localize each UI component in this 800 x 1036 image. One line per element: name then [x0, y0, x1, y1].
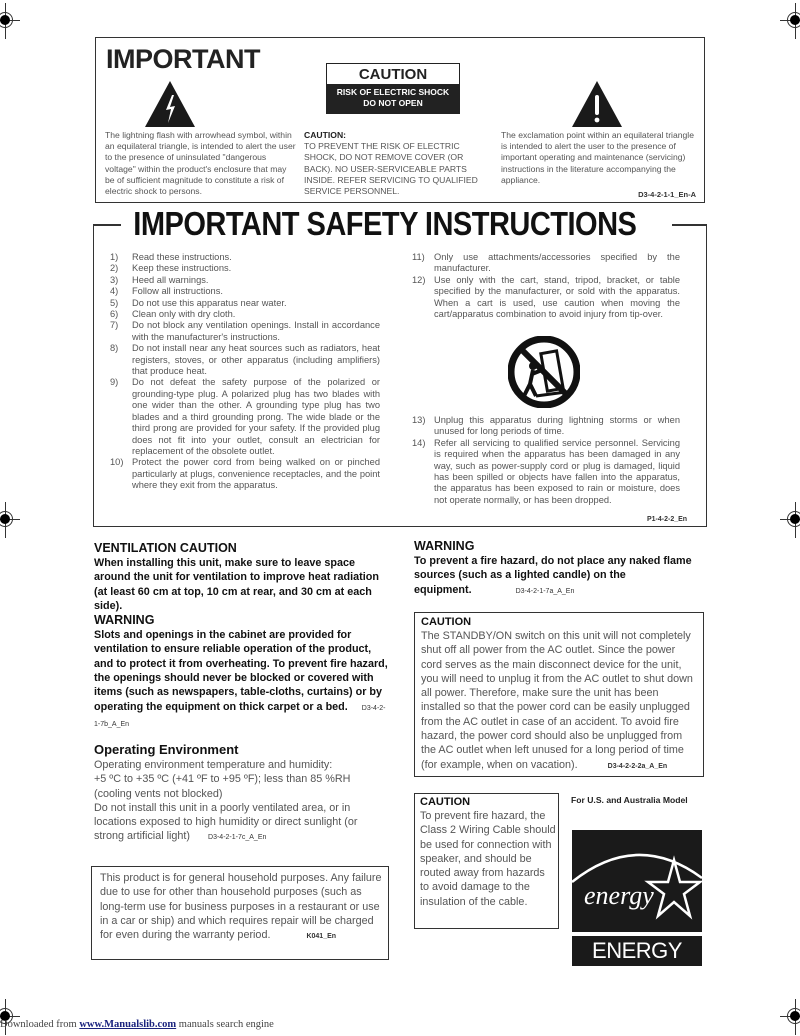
important-box [95, 37, 705, 203]
env-text: Do not install this unit in a poorly ventilated area, or in locations exposed to high humidity or direct sunlight (or strong artificial light) [94, 801, 358, 843]
operating-env-text-2: +5 ºC to +35 ºC (+41 ºF to +95 ºF); less than 85 %RH (cooling vents not blocked) [94, 773, 351, 800]
operating-env-text-1: Operating environment temperature and humidity: [94, 759, 333, 771]
ventilation-text: When installing this unit, make sure to leave space around the unit for ventilation to improve heat radiation (at least 60 cm at top, 10 cm at rear, and 30 cm at each side). [94, 557, 379, 612]
svg-text:energy: energy [584, 881, 654, 910]
ventilation-heading: VENTILATION CAUTION [94, 541, 237, 555]
ventilation-section [94, 541, 388, 732]
footer [0, 1019, 274, 1030]
item-text: Only use attachments/accessories specified by the manufacturer. [434, 252, 680, 274]
cable-caution-heading: CAUTION [420, 796, 471, 808]
standby-caution-code: D3-4-2-2-2a_A_En [607, 762, 668, 770]
standby-caution-text-container [421, 629, 699, 774]
household-text-container [100, 871, 382, 944]
item-text: Do not install near any heat sources such as radiators, heat registers, stoves, or other apparatus (including amplifiers) that produce heat. [132, 343, 380, 377]
item-number: 13) [412, 415, 426, 425]
item-text: Use only with the cart, stand, tripod, bracket, or table specified by the manufacturer, or sold with the apparatus. When a cart is used, use caution when moving the cart/apparatus combination to avoid injury from tip-over. [434, 274, 680, 320]
model-note: For U.S. and Australia Model [571, 795, 688, 805]
caution-label-line2: DO NOT OPEN [363, 98, 423, 108]
list-item [110, 343, 380, 377]
list-item [110, 263, 380, 274]
center-caution-heading: CAUTION: [304, 130, 347, 140]
item-text: Follow all instructions. [132, 286, 223, 297]
fire-warning-text: To prevent a fire hazard, do not place any naked flame sources (such as a lighted candle) on the equipment. [414, 555, 692, 596]
item-number: 5) [110, 297, 119, 308]
item-text: Do not use this apparatus near water. [132, 297, 287, 308]
operating-environment-section [94, 742, 388, 846]
cable-caution-box [414, 793, 559, 929]
lightning-triangle-icon [144, 80, 196, 128]
list-item [110, 377, 380, 457]
list-item [110, 309, 380, 320]
standby-caution-heading: CAUTION [421, 616, 472, 628]
center-caution-text: TO PREVENT THE RISK OF ELECTRIC SHOCK, DO NOT REMOVE COVER (OR BACK). NO USER-SERVICEABLE PARTS INSIDE. REFER SERVICING TO QUALIFIED SERVICE PERSONNEL. [304, 141, 478, 197]
exclamation-triangle-icon [571, 80, 623, 128]
cart-tip-over-warning-icon [508, 336, 580, 408]
safety-list-left [110, 252, 380, 492]
cable-caution-content [420, 796, 556, 909]
list-item [110, 275, 380, 286]
fire-warning-section [414, 539, 704, 599]
important-title: IMPORTANT [106, 44, 260, 74]
list-item [110, 457, 380, 491]
operating-environment-heading: Operating Environment [94, 742, 239, 757]
ventilation-code: D3-4-2-1-7b_A_En [94, 704, 386, 728]
item-number: 14) [412, 437, 426, 448]
list-item [110, 286, 380, 297]
item-number: 3) [110, 274, 119, 285]
fire-warning-heading: WARNING [414, 539, 475, 553]
item-number: 4) [110, 286, 119, 297]
energy-star-logo [572, 830, 702, 993]
household-text: This product is for general household purposes. Any failure due to use for other than household purposes (such as long-term use for business purposes in a restaurant or use in a car or ship) and which requires repair will be charged for even during the warranty period. [100, 872, 382, 942]
item-number: 2) [110, 263, 119, 274]
list-item [412, 252, 680, 275]
item-number: 11) [412, 252, 425, 262]
ventilation-warning-heading: WARNING [94, 613, 155, 628]
registration-mark-mid-left [0, 508, 16, 530]
operating-env-code: D3-4-2-1-7c_A_En [208, 834, 267, 842]
list-item [110, 320, 380, 343]
item-text: Protect the power cord from being walked on or pinched particularly at plugs, convenience receptacles, and the point where they exit from the apparatus. [132, 457, 380, 491]
divider [93, 224, 121, 226]
list-item [110, 298, 380, 309]
household-code: K041_En [306, 933, 337, 941]
safety-code: P1-4-2-2_En [647, 516, 688, 523]
item-text: Do not block any ventilation openings. Install in accordance with the manufacturer's instructions. [132, 320, 380, 342]
important-code: D3-4-2-1-1_En-A [638, 190, 696, 199]
registration-mark-mid-right [784, 508, 800, 530]
operating-env-text-3 [94, 801, 388, 846]
caution-label [326, 63, 460, 114]
item-number: 9) [110, 377, 119, 388]
cable-caution-text: To prevent fire hazard, the Class 2 Wiring Cable should be used for connection with speaker, and should be routed away from hazards to avoid damage to the insulation of the cable. [420, 810, 556, 908]
registration-mark-bottom-right [784, 1005, 800, 1027]
safety-list-right-top [412, 252, 680, 320]
item-number: 1) [110, 252, 119, 262]
item-text: Heed all warnings. [132, 274, 209, 285]
standby-caution-content [421, 616, 699, 774]
divider [672, 224, 706, 226]
item-text: Do not defeat the safety purpose of the polarized or grounding-type plug. A polarized plug has two blades with one wider than the other. A grounding type plug has two blades and a third grounding prong. The wide blade or the third prong are provided for your safety. If the provided plug does not fit into your outlet, consult an electrician for replacement of the obsolete outlet. [132, 377, 380, 456]
ventilation-warning-text [94, 628, 388, 732]
item-number: 8) [110, 343, 119, 354]
standby-caution-text: The STANDBY/ON switch on this unit will not completely shut off all power from the AC outlet. Since the power cord serves as the main disconnect device for the unit, you will need to unplug it from the AC outlet to shut down all power. Therefore, make sure the unit has been installed so that the power cord can be easily unplugged from the AC outlet in case of an accident. To avoid fire hazard, the power cord should also be unplugged from the AC outlet when left unused for a long period of time (for example, when on vacation). [421, 630, 693, 771]
energy-star-label: ENERGY STAR [572, 936, 702, 966]
caution-label-title: CAUTION [358, 66, 428, 83]
item-text: Keep these instructions. [132, 263, 232, 274]
safety-title: IMPORTANT SAFETY INSTRUCTIONS [128, 205, 642, 243]
list-item [412, 415, 680, 438]
footer-prefix: Downloaded from [0, 1019, 80, 1030]
energy-star-icon [572, 830, 702, 932]
list-item [412, 438, 680, 506]
exclamation-description: The exclamation point within an equilateral triangle is intended to alert the user to the presence of important operating and maintenance (servicing) instructions in the literature accompanying the appliance. [501, 130, 694, 185]
item-number: 10) [110, 457, 124, 468]
caution-label-line1: RISK OF ELECTRIC SHOCK [336, 87, 450, 97]
item-text: Read these instructions. [132, 252, 232, 262]
footer-suffix: manuals search engine [176, 1019, 274, 1030]
warning-text: Slots and openings in the cabinet are provided for ventilation to ensure reliable operation of the product, and to protect it from overheating. To prevent fire hazard, the openings should never be blocked or covered with items (such as newspapers, table-cloths, curtains) or by operating the equipment on thick carpet or a bed. [94, 629, 388, 713]
standby-caution-box [414, 612, 704, 777]
manualslib-link[interactable]: www.Manualslib.com [79, 1019, 177, 1030]
item-text: Refer all servicing to qualified service personnel. Servicing is required when the apparatus has been damaged in any way, such as power-supply cord or plug is damaged, liquid has been spilled or objects have fallen into the apparatus, the apparatus has been exposed to rain or moisture, does not operate normally, or has been dropped. [434, 437, 680, 505]
list-item [110, 252, 380, 263]
item-number: 12) [412, 274, 426, 285]
fire-warning-text-container [414, 554, 704, 599]
registration-mark-top-left [0, 9, 16, 31]
item-text: Unplug this apparatus during lightning storms or when unused for long periods of time. [434, 415, 680, 437]
list-item [412, 275, 680, 321]
item-number: 7) [110, 320, 119, 331]
household-purposes-box [91, 866, 389, 960]
fire-warning-code: D3-4-2-1-7a_A_En [515, 587, 575, 595]
item-number: 6) [110, 309, 119, 320]
registration-mark-top-right [784, 9, 800, 31]
item-text: Clean only with dry cloth. [132, 309, 236, 320]
lightning-description: The lightning flash with arrowhead symbol, within an equilateral triangle, is intended to alert the user to the presence of uninsulated "dangerous voltage" within the product's enclosure that may be of sufficient magnitude to constitute a risk of electric shock to persons. [105, 130, 296, 197]
safety-list-right-bottom [412, 415, 680, 506]
